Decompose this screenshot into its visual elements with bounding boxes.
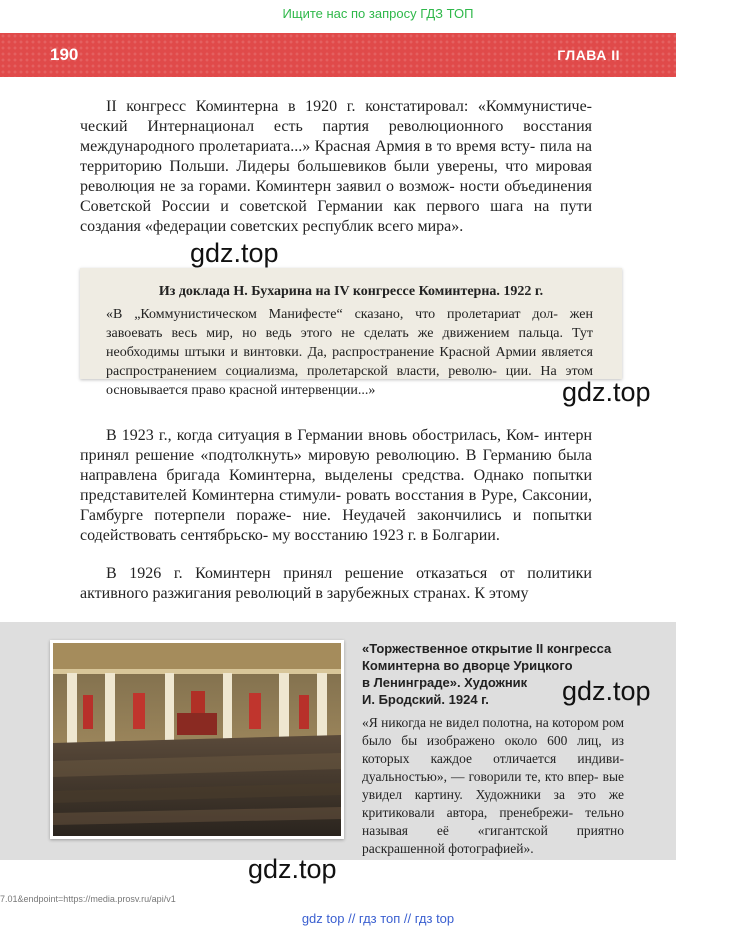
quote-line: является распространением социализма, пролетарской власти, револю-: [106, 345, 593, 379]
top-search-link[interactable]: Ищите нас по запросу ГДЗ ТОП: [282, 6, 474, 21]
text-line: пила на территорию Польши. Лидеры большевиков были уверены,: [80, 138, 593, 175]
page-header: [0, 33, 676, 77]
quote-line: «В „Коммунистическом Манифесте“ сказано, что пролетариат дол-: [106, 307, 558, 322]
bottom-links[interactable]: gdz top // гдз топ // гдз top: [301, 911, 455, 926]
text-line: II конгресс Коминтерна в 1920 г. констатировал: «Коммунистиче-: [106, 98, 592, 115]
watermark: gdz.top: [190, 238, 279, 268]
page-number: 190: [50, 45, 79, 64]
quote-title: Из доклада Н. Бухарина на IV конгрессе Коминтерна. 1922 г.: [158, 284, 544, 299]
text-line: В 1926 г. Коминтерн принял решение отказаться от политики: [106, 565, 592, 582]
caption-line: ром было бы изображено около 600 лиц,: [362, 715, 624, 748]
text-line: активного разжигания революций в зарубежных странах. К этому: [80, 585, 529, 602]
caption-line: дуальностью», — говорили те, кто впер-: [362, 769, 599, 784]
paragraph-1: [80, 97, 592, 237]
caption-line: же критиковали автора, пренебрежи-: [362, 787, 624, 820]
text-line: му восстанию 1923 г. в Болгарии.: [272, 527, 500, 544]
painting-image: [50, 640, 344, 839]
url-fragment: 7.01&endpoint=https://media.prosv.ru/api/v1: [0, 894, 176, 904]
caption-line: вые увидел картину. Художники за это: [362, 769, 625, 802]
text-line: всего мира».: [377, 218, 464, 235]
watermark: gdz.top: [562, 377, 651, 407]
caption-title-line: Коминтерна во дворце Урицкого: [362, 658, 573, 673]
text-line: В Германию была направлена бригада Коминтерна, выделены: [80, 447, 593, 484]
chapter-label: ГЛАВА II: [557, 47, 620, 63]
caption-title-line: в Ленинграде». Художник: [362, 675, 528, 690]
quote-text: [106, 305, 593, 400]
caption-line: «Я никогда не видел полотна, на котором: [362, 715, 599, 730]
congress-hall-painting: [53, 643, 341, 836]
caption-text: [362, 714, 624, 858]
text-line: средства. Однако попытки представителей Коминтерна стимули-: [80, 467, 593, 504]
watermark: gdz.top: [248, 854, 337, 884]
caption-line: из которых каждое отличается индиви-: [362, 733, 624, 766]
paragraph-3: [80, 564, 592, 604]
text-line: интерн принял решение «подтолкнуть» мировую революцию.: [80, 427, 592, 464]
caption-title-line: И. Бродский. 1924 г.: [362, 692, 489, 707]
caption-line: раскрашенной фотографией».: [362, 841, 534, 856]
text-line: ние. Неудачей закончились и попытки содействовать сентябрьско-: [80, 507, 592, 544]
quote-box: [80, 268, 622, 398]
text-line: международного пролетариата...» Красная Армия в то время всту-: [80, 138, 536, 155]
text-line: первого шага на пути создания «федерации советских республик: [80, 198, 593, 235]
watermark: gdz.top: [562, 676, 651, 706]
text-line: В 1923 г., когда ситуация в Германии вновь обострилась, Ком-: [106, 427, 540, 444]
text-line: ровать восстания в Руре, Саксонии, Гамбурге потерпели пораже-: [80, 487, 593, 524]
text-line: ческий Интернационал есть партия революционного восстания: [80, 118, 592, 135]
quote-line: ции. На этом основывается право красной интервенции...»: [106, 364, 594, 398]
quote-line: жен завоевать весь мир, но ведь этого не сделать же движением пальца.: [106, 307, 593, 341]
text-line: что мировая революция не за горами. Коминтерн заявил о возмож-: [80, 158, 593, 195]
text-line: ности объединения Советской России и советской Германии как: [80, 178, 593, 215]
caption-line: тельно называя её «гигантской приятно: [362, 805, 624, 838]
figure-band: [0, 622, 676, 860]
caption-title-line: «Торжественное открытие II конгресса: [362, 641, 612, 656]
quote-line: Тут необходимы штыки и винтовки. Да, распространение Красной Армии: [106, 326, 593, 360]
paragraph-2: [80, 426, 592, 546]
